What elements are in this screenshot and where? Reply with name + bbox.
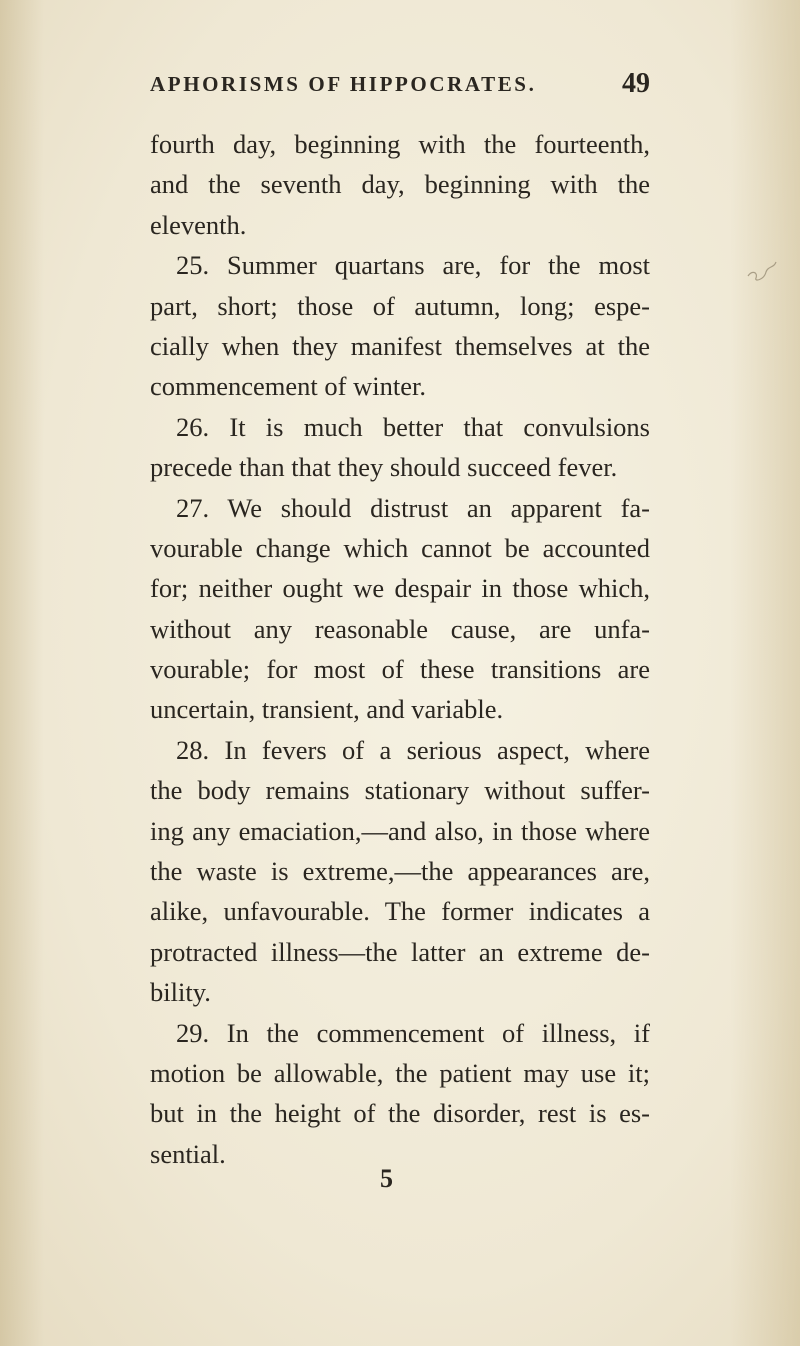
page-edge-stain-left [0,0,44,1346]
text-line: the body remains stationary without suffer- [150,775,650,806]
text-line: precede than that they should succeed fever. [150,452,618,483]
page-header [150,68,650,112]
aphorism-28-start: 28. In fevers of a serious aspect, where [176,734,650,765]
text-line: but in the height of the disorder, rest is es- [150,1098,650,1129]
margin-scribble-icon [742,252,782,292]
text-line: uncertain, transient, and variable. [150,694,504,725]
running-head: APHORISMS OF HIPPOCRATES. [150,72,537,96]
page-edge-stain-right [730,0,800,1346]
text-line: sential. [150,1138,226,1169]
text-line: the waste is extreme,—the appearances are, [150,856,650,887]
text-line: cially when they manifest themselves at the [150,330,650,361]
aphorism-29-start: 29. In the commencement of illness, if [176,1017,650,1048]
text-line: vourable change which cannot be accounted [150,532,650,563]
text-line: and the seventh day, beginning with the [150,169,650,200]
text-line: part, short; those of autumn, long; espe- [150,290,650,321]
aphorism-26-start: 26. It is much better that convulsions [176,411,650,442]
text-line: vourable; for most of these transitions are [150,654,650,685]
text-line: without any reasonable cause, are unfa- [150,613,650,644]
signature-mark: 5 [380,1164,393,1193]
text-line: commencement of winter. [150,371,426,402]
text-line: for; neither ought we despair in those which, [150,573,650,604]
text-line: fourth day, beginning with the fourteenth, [150,129,650,159]
text-line: eleventh. [150,209,247,240]
body-text [150,124,650,1174]
text-line: alike, unfavourable. The former indicates a [150,896,650,927]
text-line: bility. [150,977,211,1008]
aphorism-27-start: 27. We should distrust an apparent fa- [176,492,650,523]
text-line: ing any emaciation,—and also, in those where [150,815,650,846]
aphorism-25-start: 25. Summer quartans are, for the most [176,250,650,281]
text-line: protracted illness—the latter an extreme de- [150,936,650,967]
page-number: 49 [622,68,650,99]
text-line: motion be allowable, the patient may use it; [150,1057,650,1088]
